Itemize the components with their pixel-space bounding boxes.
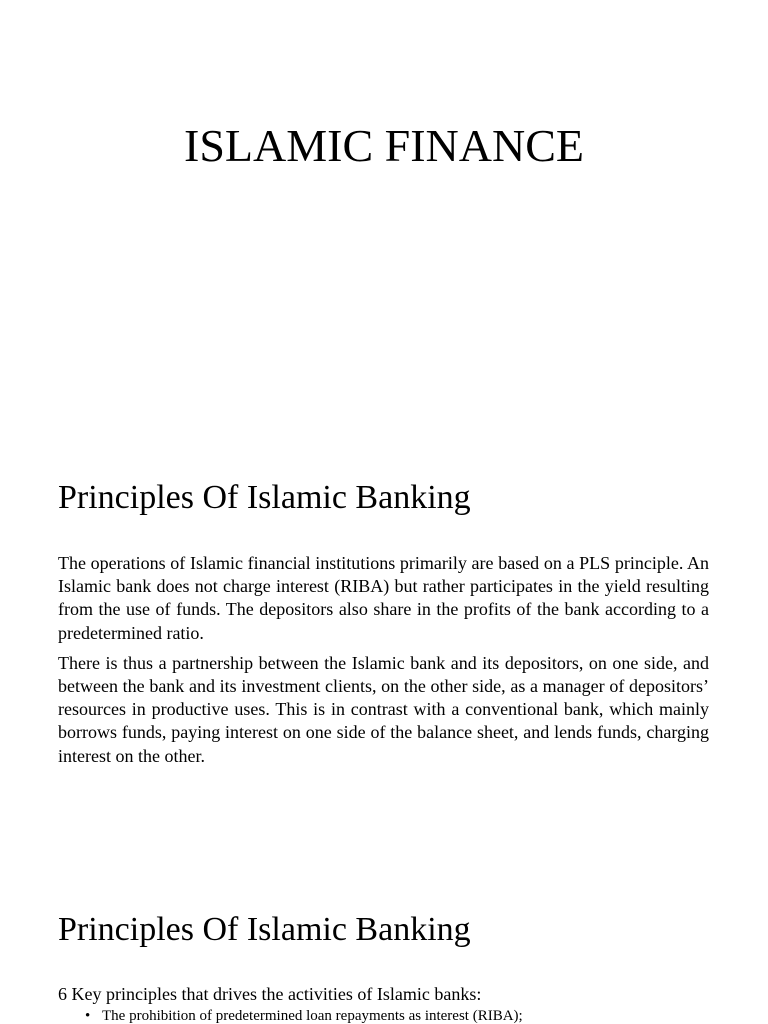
principles-list: [58, 1006, 718, 1024]
list-item-text: The prohibition of predetermined loan repayments as interest (RIBA);: [102, 1008, 523, 1024]
section-body: [58, 552, 709, 775]
section-heading-principles-2: Principles Of Islamic Banking: [58, 911, 471, 948]
body-paragraph: The operations of Islamic financial institutions primarily are based on a PLS principle. An Islamic bank does not charge interest (RIBA) but rather participates in the yield resulting from the use of funds. The depositors also share in the profits of the bank according to a predetermined ratio.: [58, 553, 709, 643]
principles-intro: 6 Key principles that drives the activities of Islamic banks:: [58, 984, 482, 1004]
section-heading-principles: Principles Of Islamic Banking: [58, 479, 471, 516]
document-title: ISLAMIC FINANCE: [184, 120, 584, 171]
body-paragraph: There is thus a partnership between the Islamic bank and its depositors, on one side, and between the bank and its investment clients, on the other side, as a manager of depositors’ resources in productive uses. This is in contrast with a conventional bank, which mainly borrows funds, paying interest on one side of the balance sheet, and lends funds, charging interest on the other.: [58, 652, 709, 766]
list-item: [58, 1006, 718, 1024]
bullet-icon: •: [85, 1008, 91, 1024]
